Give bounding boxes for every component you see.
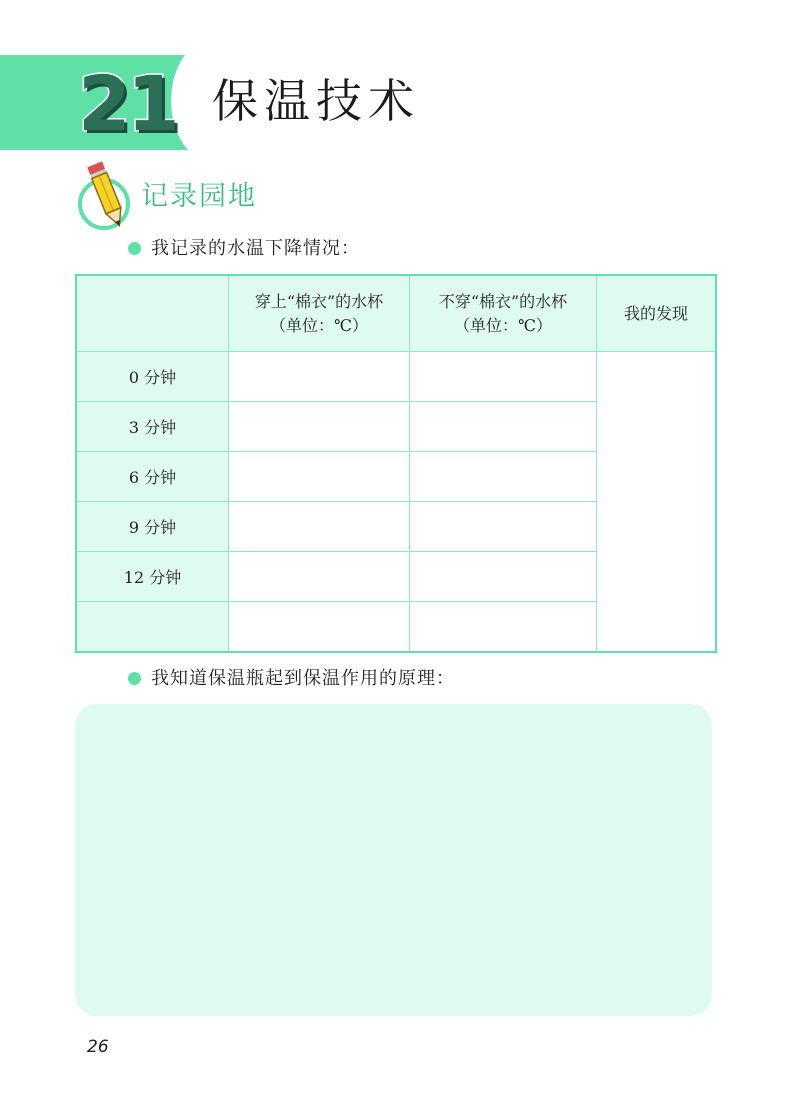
without-cotton-input-cell[interactable]: [410, 502, 597, 552]
time-label-cell: 12 分钟: [76, 552, 229, 602]
time-label-cell: 9 分钟: [76, 502, 229, 552]
table-header-row: [76, 275, 716, 352]
time-label-cell: 6 分钟: [76, 452, 229, 502]
with-cotton-input-cell[interactable]: [229, 352, 410, 402]
table-header-empty: [76, 275, 229, 352]
without-cotton-input-cell[interactable]: [410, 602, 597, 653]
bullet-icon: [128, 672, 141, 685]
record-prompt: [128, 240, 360, 258]
table-header-with-cotton: [229, 275, 410, 352]
time-label-cell: [76, 602, 229, 653]
without-cotton-input-cell[interactable]: [410, 452, 597, 502]
header-with-cotton-label: 穿上“棉衣”的水杯: [254, 291, 384, 311]
time-label-cell: 3 分钟: [76, 402, 229, 452]
table-header-without-cotton: [410, 275, 597, 352]
without-cotton-input-cell[interactable]: [410, 552, 597, 602]
section-title: 记录园地: [141, 181, 257, 212]
header-without-cotton-unit: （单位：℃）: [454, 315, 552, 335]
record-prompt-text: 我记录的水温下降情况：: [151, 238, 360, 259]
table-row: [76, 352, 716, 402]
header-with-cotton-unit: （单位：℃）: [270, 315, 368, 335]
principle-answer-area[interactable]: [75, 704, 712, 1016]
principle-prompt-text: 我知道保温瓶起到保温作用的原理：: [151, 668, 455, 689]
lesson-number: 21: [78, 59, 176, 148]
temperature-record-table: [75, 274, 717, 653]
pencil-icon: [72, 160, 142, 232]
with-cotton-input-cell[interactable]: [229, 552, 410, 602]
findings-input-cell[interactable]: [597, 352, 717, 653]
bullet-icon: [128, 242, 141, 255]
with-cotton-input-cell[interactable]: [229, 502, 410, 552]
with-cotton-input-cell[interactable]: [229, 602, 410, 653]
time-label-cell: 0 分钟: [76, 352, 229, 402]
with-cotton-input-cell[interactable]: [229, 402, 410, 452]
principle-prompt: [128, 670, 455, 688]
lesson-title: 保温技术: [212, 74, 420, 128]
table-header-findings: 我的发现: [597, 275, 717, 352]
with-cotton-input-cell[interactable]: [229, 452, 410, 502]
header-without-cotton-label: 不穿“棉衣”的水杯: [438, 291, 568, 311]
without-cotton-input-cell[interactable]: [410, 352, 597, 402]
without-cotton-input-cell[interactable]: [410, 402, 597, 452]
page-number: 26: [87, 1037, 109, 1057]
